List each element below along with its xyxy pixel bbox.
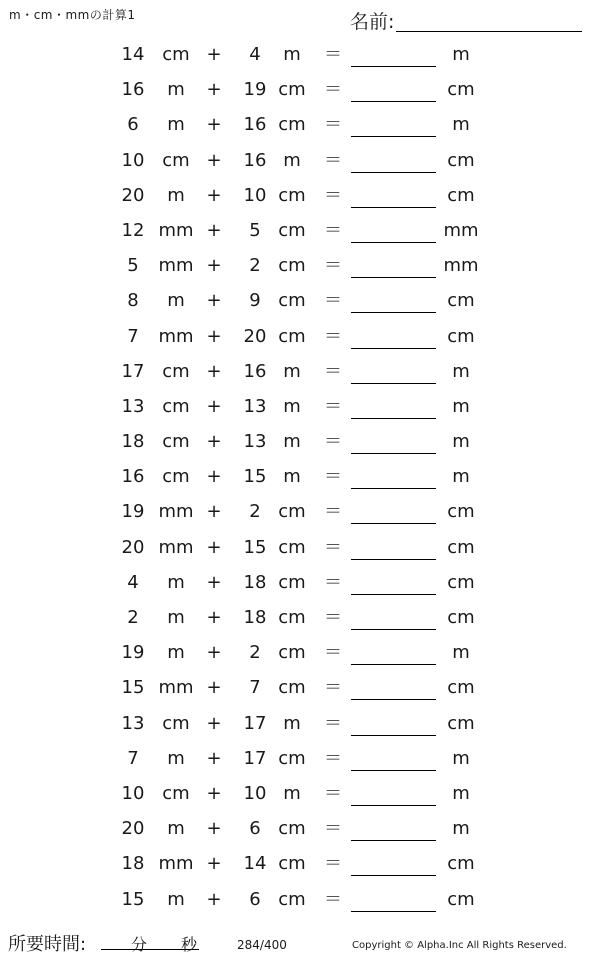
equals-sign: ＝ xyxy=(324,782,342,804)
first-unit: cm xyxy=(162,466,190,488)
first-unit: cm xyxy=(162,431,190,453)
first-number: 20 xyxy=(121,818,145,840)
first-number: 14 xyxy=(121,44,145,65)
answer-blank[interactable] xyxy=(351,770,436,771)
first-number: 20 xyxy=(121,536,145,558)
answer-unit: mm xyxy=(443,219,479,241)
first-number: 16 xyxy=(121,466,145,488)
plus-sign: + xyxy=(206,747,222,769)
problem-row xyxy=(0,180,600,215)
first-unit: mm xyxy=(158,677,194,699)
answer-unit: cm xyxy=(447,290,475,312)
first-unit: mm xyxy=(158,325,194,347)
second-number: 7 xyxy=(249,677,261,699)
equals-sign: ＝ xyxy=(324,255,342,277)
second-number: 13 xyxy=(243,395,267,417)
plus-sign: + xyxy=(206,79,222,101)
second-unit: cm xyxy=(278,747,306,769)
problem-row xyxy=(0,145,600,180)
plus-sign: + xyxy=(206,149,222,171)
problem-row xyxy=(0,215,600,250)
first-unit: cm xyxy=(162,395,190,417)
answer-blank[interactable] xyxy=(351,277,436,278)
first-number: 8 xyxy=(127,290,139,312)
plus-sign: + xyxy=(206,219,222,241)
equals-sign: ＝ xyxy=(324,677,342,699)
equals-sign: ＝ xyxy=(324,466,342,488)
plus-sign: + xyxy=(206,255,222,277)
problem-row xyxy=(0,285,600,320)
second-unit: m xyxy=(283,782,301,804)
answer-unit: m xyxy=(452,431,470,453)
first-number: 19 xyxy=(121,501,145,523)
equals-sign: ＝ xyxy=(324,219,342,241)
plus-sign: + xyxy=(206,501,222,523)
equals-sign: ＝ xyxy=(324,184,342,206)
plus-sign: + xyxy=(206,642,222,664)
name-label: 名前: xyxy=(350,11,395,33)
second-unit: cm xyxy=(278,79,306,101)
problem-row xyxy=(0,426,600,461)
first-number: 13 xyxy=(121,712,145,734)
answer-blank[interactable] xyxy=(351,242,436,243)
problem-row xyxy=(0,884,600,919)
answer-blank[interactable] xyxy=(351,383,436,384)
second-number: 2 xyxy=(249,501,261,523)
equals-sign: ＝ xyxy=(324,642,342,664)
first-number: 7 xyxy=(127,747,139,769)
answer-unit: cm xyxy=(447,888,475,910)
answer-unit: m xyxy=(452,782,470,804)
problem-row xyxy=(0,848,600,883)
equals-sign: ＝ xyxy=(324,149,342,171)
answer-unit: cm xyxy=(447,325,475,347)
problem-row xyxy=(0,109,600,144)
answer-blank[interactable] xyxy=(351,594,436,595)
answer-unit: cm xyxy=(447,712,475,734)
problem-row xyxy=(0,743,600,778)
name-field[interactable] xyxy=(350,8,582,32)
minutes-label: 分 xyxy=(131,935,148,954)
answer-blank[interactable] xyxy=(351,418,436,419)
name-input-line[interactable] xyxy=(396,13,582,32)
equals-sign: ＝ xyxy=(324,571,342,593)
answer-blank[interactable] xyxy=(351,805,436,806)
answer-blank[interactable] xyxy=(351,629,436,630)
equals-sign: ＝ xyxy=(324,501,342,523)
page-number: 284/400 xyxy=(237,938,287,952)
problem-row xyxy=(0,74,600,109)
plus-sign: + xyxy=(206,114,222,136)
first-unit: cm xyxy=(162,782,190,804)
second-unit: cm xyxy=(278,219,306,241)
second-number: 4 xyxy=(249,44,261,65)
answer-blank[interactable] xyxy=(351,664,436,665)
second-unit: cm xyxy=(278,607,306,628)
answer-unit: cm xyxy=(447,184,475,206)
first-unit: m xyxy=(167,114,185,136)
answer-unit: cm xyxy=(447,79,475,101)
second-number: 17 xyxy=(243,712,267,734)
plus-sign: + xyxy=(206,431,222,453)
problem-row xyxy=(0,496,600,531)
first-unit: mm xyxy=(158,853,194,875)
second-number: 14 xyxy=(243,853,267,875)
problem-row xyxy=(0,672,600,707)
equals-sign: ＝ xyxy=(324,360,342,382)
first-number: 13 xyxy=(121,395,145,417)
answer-unit: m xyxy=(452,818,470,840)
first-number: 15 xyxy=(121,888,145,910)
plus-sign: + xyxy=(206,466,222,488)
copyright-notice: Copyright © Alpha.Inc All Rights Reserved. xyxy=(352,940,567,951)
plus-sign: + xyxy=(206,888,222,910)
second-unit: cm xyxy=(278,642,306,664)
second-unit: cm xyxy=(278,114,306,136)
answer-unit: m xyxy=(452,395,470,417)
answer-unit: m xyxy=(452,642,470,664)
first-unit: mm xyxy=(158,536,194,558)
answer-blank[interactable] xyxy=(351,66,436,67)
plus-sign: + xyxy=(206,44,222,65)
equals-sign: ＝ xyxy=(324,325,342,347)
second-unit: cm xyxy=(278,571,306,593)
first-unit: m xyxy=(167,184,185,206)
second-unit: m xyxy=(283,431,301,453)
equals-sign: ＝ xyxy=(324,536,342,558)
plus-sign: + xyxy=(206,853,222,875)
first-number: 19 xyxy=(121,642,145,664)
second-unit: cm xyxy=(278,184,306,206)
answer-blank[interactable] xyxy=(351,699,436,700)
second-number: 6 xyxy=(249,818,261,840)
answer-unit: cm xyxy=(447,536,475,558)
first-unit: m xyxy=(167,571,185,593)
second-number: 9 xyxy=(249,290,261,312)
answer-blank[interactable] xyxy=(351,840,436,841)
plus-sign: + xyxy=(206,536,222,558)
first-unit: mm xyxy=(158,219,194,241)
first-unit: m xyxy=(167,607,185,628)
second-unit: cm xyxy=(278,888,306,910)
worksheet-title: m・cm・mmの計算1 xyxy=(9,8,136,22)
second-unit: cm xyxy=(278,818,306,840)
plus-sign: + xyxy=(206,818,222,840)
first-unit: m xyxy=(167,79,185,101)
answer-unit: cm xyxy=(447,677,475,699)
equals-sign: ＝ xyxy=(324,44,342,65)
first-number: 5 xyxy=(127,255,139,277)
answer-blank[interactable] xyxy=(351,312,436,313)
first-unit: m xyxy=(167,642,185,664)
second-number: 20 xyxy=(243,325,267,347)
first-number: 15 xyxy=(121,677,145,699)
second-unit: cm xyxy=(278,255,306,277)
second-unit: m xyxy=(283,44,301,65)
second-number: 15 xyxy=(243,466,267,488)
second-unit: cm xyxy=(278,290,306,312)
answer-unit: m xyxy=(452,44,470,65)
second-number: 2 xyxy=(249,642,261,664)
problem-row xyxy=(0,567,600,602)
second-number: 18 xyxy=(243,607,267,628)
equals-sign: ＝ xyxy=(324,853,342,875)
plus-sign: + xyxy=(206,325,222,347)
second-number: 10 xyxy=(243,782,267,804)
problem-list xyxy=(0,39,600,919)
problem-row xyxy=(0,356,600,391)
problem-row xyxy=(0,461,600,496)
problem-row xyxy=(0,813,600,848)
answer-blank[interactable] xyxy=(351,735,436,736)
answer-blank[interactable] xyxy=(351,911,436,912)
first-unit: cm xyxy=(162,149,190,171)
answer-unit: m xyxy=(452,114,470,136)
second-unit: m xyxy=(283,149,301,171)
second-number: 6 xyxy=(249,888,261,910)
first-number: 16 xyxy=(121,79,145,101)
answer-blank[interactable] xyxy=(351,348,436,349)
first-number: 7 xyxy=(127,325,139,347)
second-number: 17 xyxy=(243,747,267,769)
equals-sign: ＝ xyxy=(324,290,342,312)
first-number: 4 xyxy=(127,571,139,593)
plus-sign: + xyxy=(206,712,222,734)
second-unit: m xyxy=(283,712,301,734)
answer-unit: cm xyxy=(447,571,475,593)
second-unit: cm xyxy=(278,501,306,523)
time-label: 所要時間: xyxy=(8,934,87,955)
answer-unit: m xyxy=(452,360,470,382)
equals-sign: ＝ xyxy=(324,712,342,734)
first-unit: m xyxy=(167,818,185,840)
plus-sign: + xyxy=(206,395,222,417)
answer-unit: m xyxy=(452,466,470,488)
seconds-label: 秒 xyxy=(181,935,198,954)
second-number: 2 xyxy=(249,255,261,277)
plus-sign: + xyxy=(206,782,222,804)
second-number: 16 xyxy=(243,114,267,136)
answer-unit: cm xyxy=(447,853,475,875)
problem-row xyxy=(0,778,600,813)
problem-row xyxy=(0,708,600,743)
plus-sign: + xyxy=(206,184,222,206)
answer-blank[interactable] xyxy=(351,559,436,560)
answer-blank[interactable] xyxy=(351,523,436,524)
problem-row xyxy=(0,391,600,426)
equals-sign: ＝ xyxy=(324,395,342,417)
answer-unit: mm xyxy=(443,255,479,277)
first-unit: mm xyxy=(158,501,194,523)
equals-sign: ＝ xyxy=(324,888,342,910)
equals-sign: ＝ xyxy=(324,79,342,101)
second-unit: m xyxy=(283,395,301,417)
problem-row xyxy=(0,321,600,356)
equals-sign: ＝ xyxy=(324,431,342,453)
second-number: 15 xyxy=(243,536,267,558)
first-unit: cm xyxy=(162,360,190,382)
second-unit: cm xyxy=(278,536,306,558)
first-number: 2 xyxy=(127,607,139,628)
first-number: 18 xyxy=(121,853,145,875)
problem-row xyxy=(0,39,600,74)
first-unit: cm xyxy=(162,44,190,65)
second-number: 19 xyxy=(243,79,267,101)
plus-sign: + xyxy=(206,360,222,382)
answer-blank[interactable] xyxy=(351,172,436,173)
second-unit: m xyxy=(283,466,301,488)
first-number: 10 xyxy=(121,782,145,804)
problem-row xyxy=(0,602,600,637)
answer-blank[interactable] xyxy=(351,453,436,454)
first-number: 18 xyxy=(121,431,145,453)
first-number: 20 xyxy=(121,184,145,206)
plus-sign: + xyxy=(206,677,222,699)
second-number: 10 xyxy=(243,184,267,206)
equals-sign: ＝ xyxy=(324,607,342,628)
first-number: 6 xyxy=(127,114,139,136)
answer-blank[interactable] xyxy=(351,101,436,102)
first-unit: cm xyxy=(162,712,190,734)
problem-row xyxy=(0,532,600,567)
answer-unit: cm xyxy=(447,607,475,628)
second-unit: cm xyxy=(278,325,306,347)
plus-sign: + xyxy=(206,607,222,628)
answer-blank[interactable] xyxy=(351,136,436,137)
second-unit: m xyxy=(283,360,301,382)
problem-row xyxy=(0,637,600,672)
second-number: 16 xyxy=(243,149,267,171)
first-unit: m xyxy=(167,290,185,312)
plus-sign: + xyxy=(206,290,222,312)
second-number: 18 xyxy=(243,571,267,593)
first-unit: m xyxy=(167,888,185,910)
first-unit: m xyxy=(167,747,185,769)
equals-sign: ＝ xyxy=(324,818,342,840)
answer-blank[interactable] xyxy=(351,488,436,489)
second-unit: cm xyxy=(278,853,306,875)
answer-blank[interactable] xyxy=(351,875,436,876)
first-number: 10 xyxy=(121,149,145,171)
second-unit: cm xyxy=(278,677,306,699)
equals-sign: ＝ xyxy=(324,114,342,136)
first-unit: mm xyxy=(158,255,194,277)
second-number: 5 xyxy=(249,219,261,241)
problem-row xyxy=(0,250,600,285)
equals-sign: ＝ xyxy=(324,747,342,769)
answer-unit: cm xyxy=(447,501,475,523)
first-number: 12 xyxy=(121,219,145,241)
answer-unit: m xyxy=(452,747,470,769)
plus-sign: + xyxy=(206,571,222,593)
first-number: 17 xyxy=(121,360,145,382)
second-number: 13 xyxy=(243,431,267,453)
second-number: 16 xyxy=(243,360,267,382)
answer-unit: cm xyxy=(447,149,475,171)
answer-blank[interactable] xyxy=(351,207,436,208)
